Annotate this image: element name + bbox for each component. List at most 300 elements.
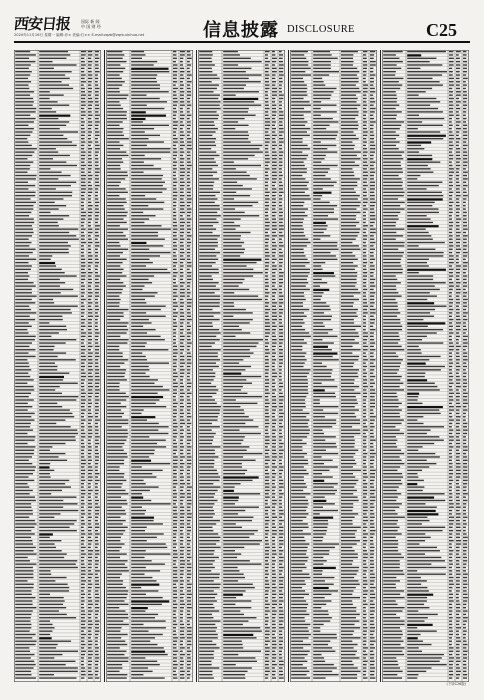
table-cell-text (95, 604, 98, 605)
table-cell-text (95, 637, 98, 638)
table-cell-text (265, 225, 269, 226)
table-cell-text (223, 664, 236, 665)
table-cell-text (341, 292, 361, 293)
table-cell-text (449, 255, 454, 256)
table-cell-text (187, 664, 191, 665)
table-cell-text (407, 88, 432, 89)
table-cell-text (81, 141, 85, 142)
table-cell-text (272, 614, 276, 615)
table-cell-text (407, 272, 419, 273)
table-cell-text (223, 577, 245, 578)
table-column-1 (14, 50, 101, 682)
table-cell-text (383, 145, 396, 146)
table-cell-text (265, 121, 270, 122)
table-cell-text (265, 409, 269, 410)
table-cell-text (279, 433, 282, 434)
table-cell-text (95, 507, 100, 508)
table-cell-text (291, 393, 308, 394)
table-cell-text (456, 175, 459, 176)
table-cell-text (88, 101, 93, 102)
table-cell-text (265, 577, 268, 578)
table-cell-text (265, 456, 269, 457)
table-cell-text (180, 557, 184, 558)
table-cell-text (456, 125, 459, 126)
table-cell-text (81, 570, 85, 571)
table-cell-text (223, 202, 258, 203)
table-cell-text (131, 356, 146, 357)
table-cell-text (180, 597, 183, 598)
table-cell-text (107, 386, 119, 387)
table-cell-text (88, 322, 92, 323)
table-cell-text (279, 490, 282, 491)
table-cell-text (272, 125, 275, 126)
table-cell-text (265, 185, 268, 186)
table-cell-text (15, 634, 35, 635)
table-cell-text (279, 309, 283, 310)
table-cell-text (199, 262, 215, 263)
table-cell-text (341, 677, 357, 678)
table-cell-text (272, 185, 275, 186)
table-cell-text (265, 634, 270, 635)
table-cell-text (15, 624, 31, 625)
table-cell-text (173, 406, 177, 407)
table-cell-text (407, 78, 432, 79)
table-cell-text (363, 58, 367, 59)
table-cell-text (187, 550, 191, 551)
table-cell-text (383, 138, 396, 139)
table-cell-text (272, 584, 276, 585)
table-cell-text (223, 393, 247, 394)
table-cell-text (131, 500, 151, 501)
table-cell-text (272, 433, 275, 434)
table-cell-text (39, 604, 63, 605)
table-cell-text (131, 259, 149, 260)
table-cell-text (187, 557, 191, 558)
table-cell-text (39, 510, 78, 511)
table-cell-text (81, 362, 85, 363)
table-cell-text (131, 81, 157, 82)
table-cell-text (15, 285, 36, 286)
table-cell-text (107, 225, 120, 226)
table-cell-text (291, 433, 309, 434)
table-cell-text (107, 362, 124, 363)
table-cell-text (279, 259, 283, 260)
table-cell-text (15, 416, 31, 417)
table-cell-text (173, 98, 177, 99)
table-cell-text (95, 148, 100, 149)
table-cell-text (370, 473, 375, 474)
table-cell-text (173, 346, 177, 347)
table-cell-text (15, 520, 35, 521)
table-cell-text (223, 550, 235, 551)
table-cell-text (173, 446, 177, 447)
table-cell-text (370, 61, 376, 62)
table-cell-text (199, 145, 216, 146)
table-cell-text (187, 98, 190, 99)
table-cell-text (39, 677, 76, 678)
table-cell-text (265, 537, 268, 538)
table-cell-text (199, 383, 211, 384)
table-cell-text (272, 480, 275, 481)
table-cell-text (363, 356, 367, 357)
table-cell-text (370, 399, 375, 400)
table-cell-text (407, 249, 435, 250)
table-cell-text (265, 155, 269, 156)
table-cell-text (107, 456, 127, 457)
table-cell-text (39, 94, 64, 95)
table-cell-text (313, 161, 321, 162)
table-cell-text (370, 617, 374, 618)
table-cell-text (456, 74, 460, 75)
table-cell-text (363, 486, 367, 487)
table-cell-text (173, 389, 177, 390)
table-cell-text (265, 279, 269, 280)
table-cell-text (107, 547, 121, 548)
table-cell-text (95, 252, 98, 253)
table-cell-text (173, 362, 176, 363)
table-cell-text (291, 332, 309, 333)
table-cell-text (383, 165, 401, 166)
logo-subtitle (81, 19, 101, 29)
table-cell-text (131, 222, 144, 223)
table-cell-text (107, 118, 127, 119)
table-cell-text (265, 517, 269, 518)
table-cell-text (187, 607, 192, 608)
table-cell-text (265, 145, 268, 146)
table-cell-text (279, 513, 284, 514)
table-cell-text (187, 215, 190, 216)
table-cell-text (265, 125, 270, 126)
table-cell-text (449, 178, 452, 179)
table-cell-text (95, 463, 98, 464)
table-cell-text (279, 373, 282, 374)
table-cell-text (39, 610, 59, 611)
table-cell-text (363, 543, 366, 544)
table-cell-text (313, 389, 325, 391)
table-cell-text (313, 352, 337, 354)
table-cell-text (313, 105, 336, 106)
table-cell-text (279, 61, 283, 62)
table-cell-text (88, 620, 92, 621)
table-cell-text (81, 614, 85, 615)
table-cell-text (272, 493, 275, 494)
table-cell-text (272, 118, 275, 119)
table-cell-text (131, 279, 148, 280)
table-cell-text (313, 560, 327, 561)
table-cell-text (81, 627, 86, 628)
table-cell-text (341, 161, 355, 162)
table-cell-text (107, 208, 125, 209)
table-cell-text (291, 664, 303, 665)
table-cell-text (223, 416, 249, 417)
table-cell-text (180, 336, 185, 337)
table-cell-text (95, 610, 99, 611)
table-cell-text (279, 332, 283, 333)
table-cell-text (463, 285, 467, 286)
table-cell-text (449, 205, 452, 206)
table-cell-text (363, 379, 367, 380)
table-cell-text (223, 192, 236, 193)
table-cell-text (265, 319, 270, 320)
table-cell-text (363, 121, 367, 122)
table-cell-text (131, 574, 144, 575)
table-cell-text (407, 289, 440, 290)
table-cell-text (199, 520, 220, 521)
table-cell-text (313, 262, 325, 263)
table-cell-text (15, 329, 27, 330)
table-cell-text (272, 138, 275, 139)
table-cell-text (180, 232, 184, 233)
table-cell-text (81, 664, 84, 665)
table-cell-text (279, 249, 282, 250)
table-cell-text (291, 376, 307, 377)
table-cell-text (463, 125, 467, 126)
table-cell-text (95, 393, 99, 394)
table-cell-text (131, 282, 152, 283)
table-cell-text (15, 265, 32, 266)
table-cell-text (39, 88, 73, 89)
table-cell-text (39, 527, 69, 528)
table-cell-text (313, 125, 329, 126)
table-cell-text (81, 275, 86, 276)
table-cell-text (88, 339, 92, 340)
table-cell-text (291, 336, 311, 337)
table-cell-text (341, 101, 357, 102)
table-cell-text (313, 667, 337, 668)
table-cell-text (313, 543, 339, 544)
table-cell-text (370, 446, 374, 447)
table-cell-text (291, 145, 307, 146)
table-cell-text (265, 212, 268, 213)
table-cell-text (187, 269, 190, 270)
table-cell-text (279, 168, 282, 169)
table-cell-text (265, 523, 269, 524)
table-cell-text (95, 346, 99, 347)
table-cell-text (272, 326, 277, 327)
table-cell-text (223, 228, 235, 229)
table-cell-text (199, 131, 215, 132)
table-cell-text (180, 647, 185, 648)
table-cell-text (279, 115, 284, 116)
table-cell-text (180, 570, 184, 571)
table-cell-text (180, 376, 184, 377)
table-cell-text (199, 433, 216, 434)
table-cell-text (341, 349, 361, 350)
table-column-3 (198, 50, 285, 682)
table-cell-text (370, 326, 373, 327)
table-cell-text (456, 212, 459, 213)
table-cell-text (463, 64, 467, 65)
table-cell-text (223, 242, 244, 243)
table-cell-text (456, 115, 459, 116)
disclosure-table (14, 50, 101, 682)
table-cell-text (370, 195, 375, 196)
table-cell-text (180, 289, 185, 290)
table-cell-text (39, 376, 64, 378)
table-cell-text (313, 329, 332, 330)
table-cell-text (88, 651, 93, 652)
table-cell-text (313, 677, 325, 678)
table-cell-text (15, 115, 30, 116)
table-cell-text (15, 496, 35, 497)
table-cell-text (363, 480, 366, 481)
table-cell-text (81, 339, 84, 340)
table-cell-text (199, 463, 214, 464)
table-cell-text (199, 208, 220, 209)
table-cell-text (313, 245, 337, 246)
table-cell-text (370, 215, 375, 216)
table-cell-text (223, 322, 250, 323)
table-cell-text (313, 486, 334, 487)
table-cell-text (95, 269, 98, 270)
table-cell-text (363, 533, 368, 534)
table-cell-text (187, 212, 191, 213)
table-cell-text (15, 403, 28, 404)
table-cell-text (39, 208, 58, 209)
table-cell-text (131, 242, 146, 244)
table-cell-text (341, 242, 352, 243)
table-cell-text (363, 151, 368, 152)
table-cell-text (265, 239, 269, 240)
table-cell-text (15, 275, 29, 276)
table-cell-text (199, 550, 214, 551)
table-cell-text (291, 503, 308, 504)
table-cell-text (265, 302, 269, 303)
table-cell-text (456, 68, 460, 69)
table-cell-text (95, 205, 99, 206)
table-cell-text (173, 651, 178, 652)
table-cell-text (407, 282, 446, 283)
table-cell-text (180, 352, 183, 353)
table-cell-text (291, 235, 305, 236)
table-cell-text (173, 657, 177, 658)
table-cell-text (265, 235, 269, 236)
table-cell-text (291, 450, 302, 451)
table-cell-text (187, 486, 192, 487)
table-cell-text (15, 218, 34, 219)
section-title-chinese: 信息披露 (203, 20, 279, 41)
table-cell-text (313, 590, 338, 591)
table-cell-text (15, 272, 28, 273)
table-cell-text (131, 94, 146, 95)
table-cell-text (187, 131, 191, 132)
table-cell-text (199, 480, 219, 481)
table-cell-text (95, 641, 98, 642)
table-cell-text (95, 423, 98, 424)
table-cell-text (81, 366, 85, 367)
table-cell-text (95, 309, 99, 310)
table-cell-text (39, 115, 70, 117)
disclosure-table (106, 50, 193, 682)
table-cell-text (279, 416, 283, 417)
table-cell-text (265, 386, 269, 387)
table-cell-text (370, 269, 375, 270)
table-cell-text (107, 661, 128, 662)
table-cell-text (81, 282, 84, 283)
table-cell-text (39, 339, 76, 340)
table-cell-text (131, 567, 146, 568)
table-cell-text (15, 105, 33, 106)
table-cell-text (272, 208, 276, 209)
table-cell-text (463, 205, 466, 206)
table-cell-text (107, 138, 129, 139)
table-cell-text (272, 436, 276, 437)
table-cell-text (291, 292, 304, 293)
table-cell-text (370, 620, 374, 621)
table-cell-text (131, 255, 160, 256)
table-cell-text (279, 419, 283, 420)
table-cell-text (265, 604, 270, 605)
table-cell-text (272, 195, 276, 196)
table-cell-text (313, 567, 336, 569)
table-cell-text (265, 520, 270, 521)
table-cell-text (456, 195, 461, 196)
table-cell-text (463, 155, 467, 156)
table-cell-text (313, 235, 330, 236)
table-cell-text (173, 239, 178, 240)
table-cell-text (265, 563, 269, 564)
table-cell-text (291, 369, 310, 370)
table-cell-text (107, 218, 123, 219)
table-cell-text (265, 436, 270, 437)
table-cell-text (187, 121, 191, 122)
table-cell-text (187, 423, 191, 424)
logo-subtitle-line: 中 国 财 经 (81, 24, 101, 29)
table-cell-text (449, 161, 452, 162)
table-cell-text (199, 580, 214, 581)
table-cell-text (131, 172, 143, 173)
table-cell-text (107, 550, 119, 551)
table-cell-text (223, 71, 246, 72)
table-cell-text (88, 51, 92, 52)
table-cell-text (313, 359, 339, 360)
table-cell-text (199, 272, 219, 273)
table-cell-text (313, 383, 321, 384)
table-cell-text (223, 125, 248, 126)
table-cell-text (199, 81, 211, 82)
table-cell-text (223, 627, 260, 628)
table-cell-text (341, 245, 359, 246)
table-cell-text (279, 560, 283, 561)
table-cell-text (265, 172, 268, 173)
table-cell-text (272, 627, 276, 628)
table-cell-text (370, 450, 374, 451)
table-cell-text (15, 235, 32, 236)
table-cell-text (407, 131, 440, 132)
table-cell-text (15, 470, 35, 471)
table-cell-text (81, 91, 85, 92)
table-cell-text (199, 289, 220, 290)
table-cell-text (291, 637, 308, 638)
table-cell-text (272, 91, 277, 92)
table-cell-text (313, 386, 337, 387)
table-cell-text (107, 125, 119, 126)
table-cell-text (370, 677, 375, 678)
table-cell-text (180, 473, 183, 474)
table-cell-text (199, 426, 220, 427)
table-cell-text (39, 71, 71, 72)
table-cell-text (279, 58, 283, 59)
table-cell-text (187, 510, 190, 511)
table-cell-text (199, 533, 218, 534)
table-cell-text (363, 610, 366, 611)
table-cell-text (95, 74, 98, 75)
table-cell-text (81, 349, 86, 350)
table-cell-text (363, 306, 368, 307)
table-cell-text (341, 651, 357, 652)
table-cell-text (173, 466, 178, 467)
table-cell-text (15, 366, 29, 367)
